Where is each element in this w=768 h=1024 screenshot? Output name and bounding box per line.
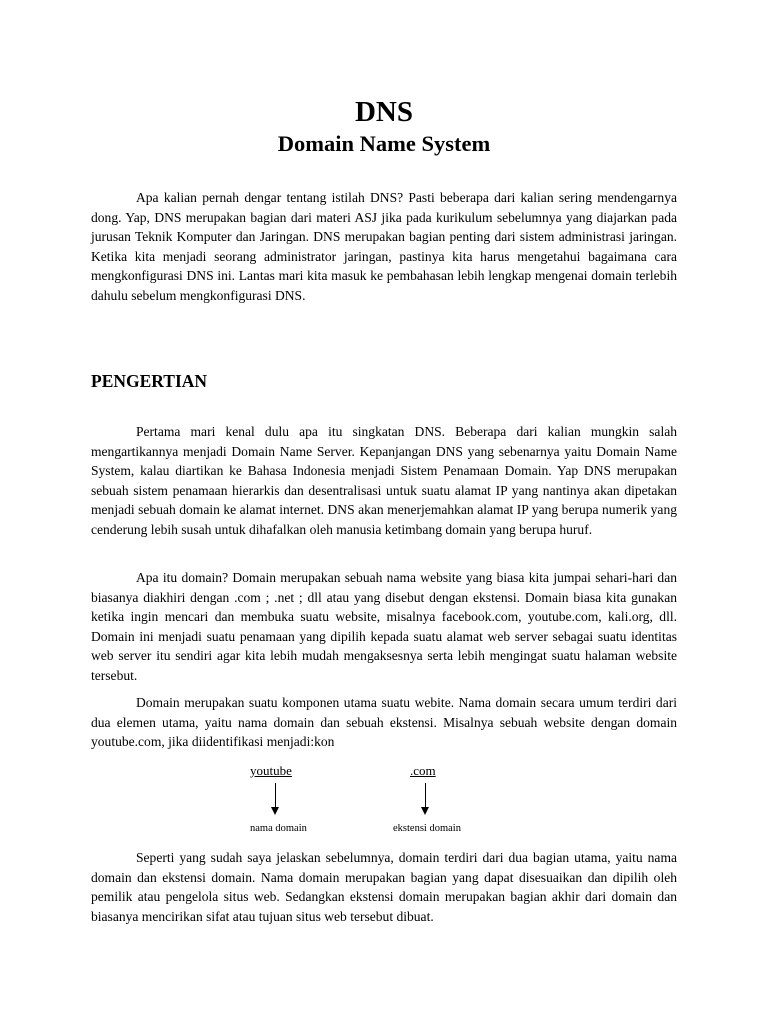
paragraph-components: Domain merupakan suatu komponen utama suatu webite. Nama domain secara umum terdiri dari dua elemen utama, yaitu nama domain dan sebuah ekstensi. Misalnya sebuah website dengan domain youtube.com, jika diidentifikasi menjadi:kon — [91, 695, 677, 750]
paragraph-summary: Seperti yang sudah saya jelaskan sebelumnya, domain terdiri dari dua bagian utama, yaitu nama domain dan ekstensi domain. Nama domain merupakan bagian yang dapat disesuaikan dan dipilih oleh pemilik atau pengelola situs web. Sedangkan ekstensi domain merupakan bagian akhir dari domain dan biasanya mencirikan sifat atau tujuan situs web tersebut dibuat. — [91, 850, 677, 924]
diagram-extension-caption: ekstensi domain — [393, 823, 461, 834]
diagram-name-caption: nama domain — [250, 823, 307, 834]
paragraph-definition: Pertama mari kenal dulu apa itu singkatan DNS. Beberapa dari kalian mungkin salah mengartikannya menjadi Domain Name Server. Kepanjangan DNS yang sebenarnya yaitu Domain Name System, kalau diartikan ke Bahasa Indonesia menjadi Sistem Penamaan Domain. Yap DNS merupakan sebuah sistem penamaan hierarkis dan desentralisasi untuk suatu alamat IP yang nantinya akan dipetakan menjadi sebuah domain ke alamat internet. DNS akan menerjemahkan alamat IP yang berupa numerik yang cenderung lebih susah untuk dihafalkan oleh manusia ketimbang domain yang berupa huruf. — [91, 424, 677, 537]
document-subtitle: Domain Name System — [277, 131, 491, 156]
intro-paragraph: Apa kalian pernah dengar tentang istilah DNS? Pasti beberapa dari kalian sering mendengarnya dong. Yap, DNS merupakan bagian dari materi ASJ jika pada kurikulum sebelumnya yang diajarkan pada jurusan Teknik Komputer dan Jaringan. DNS merupakan bagian penting dari sistem administrasi jaringan. Ketika kita menjadi seorang administrator jaringan, pastinya kita harus mengetahui bagaimana cara mengkonfigurasi DNS ini. Lantas mari kita masuk ke pembahasan lebih lengkap mengenai domain terlebih dahulu sebelum mengkonfigurasi DNS. — [91, 190, 677, 303]
paragraph-domain: Apa itu domain? Domain merupakan sebuah nama website yang biasa kita jumpai sehari-hari dan biasanya diakhiri dengan .com ; .net ; dll atau yang disebut dengan ekstensi. Domain biasa kita gunakan ketika ingin mencari dan membuka suatu website, misalnya facebook.com, youtube.com, kali.org, dll. Domain ini menjadi suatu penamaan yang dipilih kepada suatu alamat web server sebagai suatu identitas web server itu sendiri agar kita lebih mudah mengaksesnya serta lebih mengingat suatu halaman website tersebut. — [91, 570, 677, 683]
section-heading: PENGERTIAN — [91, 371, 208, 391]
document-title: DNS — [354, 96, 413, 128]
diagram-extension-part: .com — [410, 763, 436, 778]
diagram-name-part: youtube — [250, 763, 292, 778]
